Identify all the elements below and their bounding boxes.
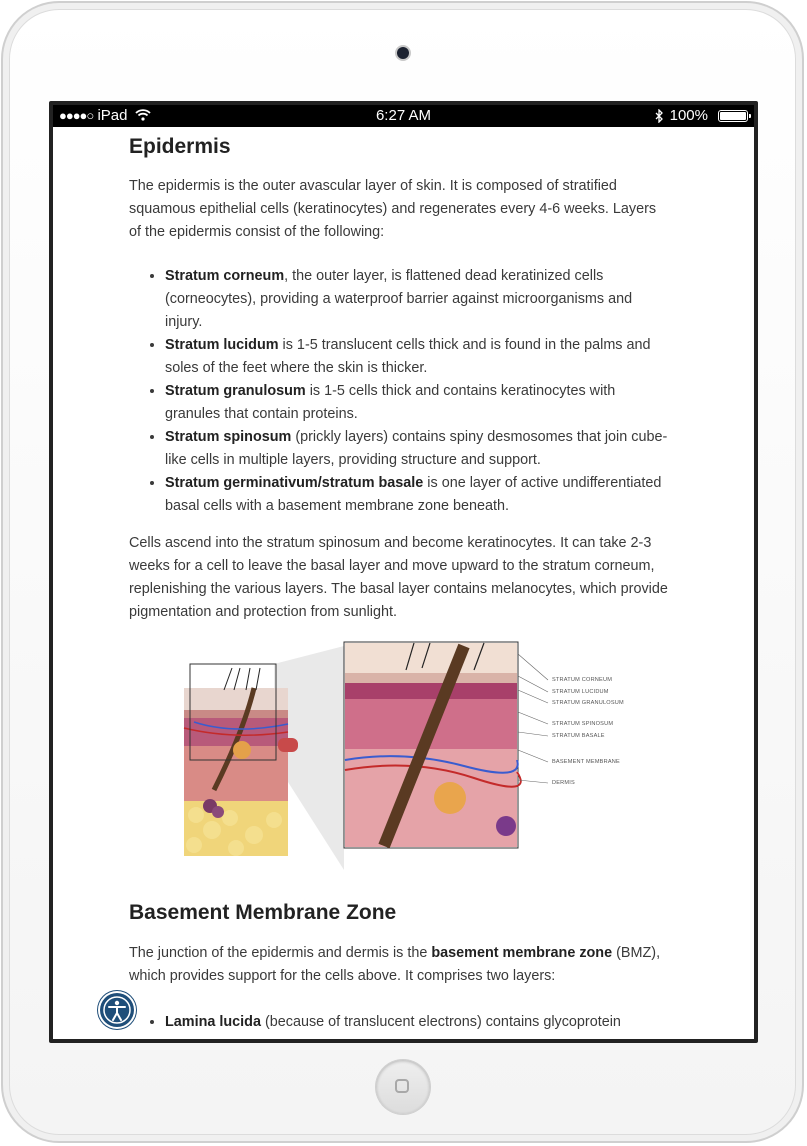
cells-paragraph: Cells ascend into the stratum spinosum and become keratinocytes. It can take 2-3 weeks for a cell to leave the basal layer and move upward to the stratum corneum, replenishing the various layers. The basal layer contains melanocytes, which provide pigmentation and protection from sunlight. [129,535,668,620]
list-item: • Stratum corneum, the outer layer, is flattened dead keratinized cells (corneocytes), providing a waterproof barrier against microorganisms and injury. [165,265,669,334]
bluetooth-icon [655,109,664,123]
browser-viewport [53,105,754,1039]
epidermis-layers-list [129,265,669,518]
home-button[interactable] [376,1060,430,1114]
skin-layers-illustration [174,640,634,870]
skin-diagram [174,640,634,870]
figure-label: STRATUM LUCIDUM [552,689,609,695]
status-bar [53,105,754,127]
figure-label: STRATUM SPINOSUM [552,721,614,727]
list-item: • Stratum granulosum is 1-5 cells thick and contains keratinocytes with granules that contain proteins. [165,380,669,426]
figure-label: STRATUM GRANULOSUM [552,700,624,706]
bmz-paragraph: The junction of the epidermis and dermis is the basement membrane zone (BMZ), which provides support for the cells above. It comprises two layers: [129,945,661,984]
figure-label: STRATUM CORNEUM [552,677,613,683]
camera-icon [397,47,409,59]
screen [49,101,758,1043]
list-item: • Lamina lucida (because of translucent electrons) contains glycoprotein [165,1011,669,1034]
battery-icon [718,110,748,122]
heading-epidermis: Epidermis [129,135,231,158]
status-right [655,105,748,127]
figure-label: DERMIS [552,780,575,786]
heading-basement-membrane-zone: Basement Membrane Zone [129,901,397,924]
accessibility-icon [100,993,134,1027]
article-content [129,127,669,624]
signal-dots: ●●●●○ [59,108,94,123]
list-item: • Stratum spinosum (prickly layers) contains spiny desmosomes that join cube-like cells in multiple layers, providing structure and support. [165,426,669,472]
accessibility-button[interactable] [100,993,134,1027]
figure-label: STRATUM BASALE [552,733,605,739]
list-item: • Stratum lucidum is 1-5 translucent cells thick and is found in the palms and soles of the feet where the skin is thicker. [165,334,669,380]
figure-label: BASEMENT MEMBRANE [552,759,620,765]
carrier-label: iPad [97,107,128,124]
status-time: 6:27 AM [375,107,432,124]
intro-paragraph: The epidermis is the outer avascular layer of skin. It is composed of stratified squamous epithelial cells (keratinocytes) and regenerates every 4-6 weeks. Layers of the epidermis consist of the following: [129,178,657,240]
battery-percent: 100% [669,107,708,124]
bmz-section [129,898,669,1034]
bmz-layers-list [129,1011,669,1034]
list-item: • Stratum germinativum/stratum basale is one layer of active undifferentiated basal cells with a basement membrane zone beneath. [165,472,669,518]
